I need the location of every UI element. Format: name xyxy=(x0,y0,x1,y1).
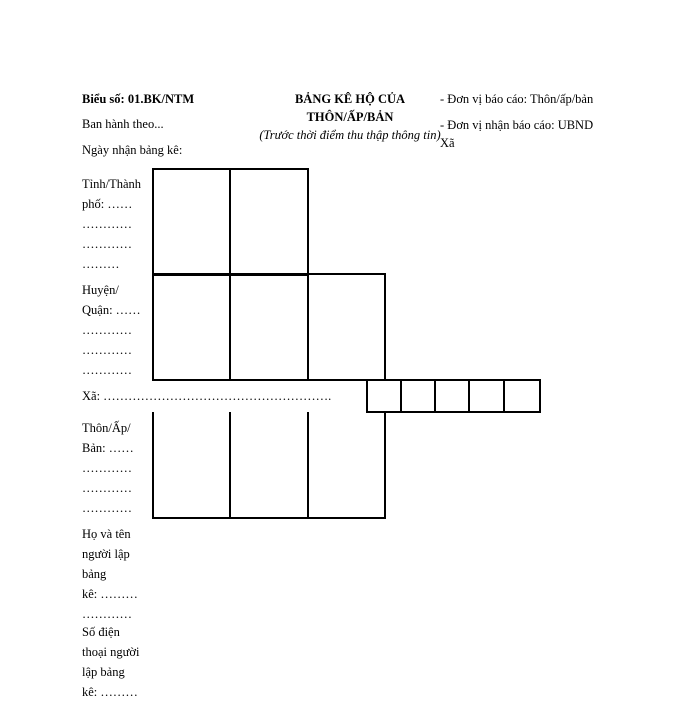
district-label: Huyện/ Quận: …… ………… ………… ………… xyxy=(82,283,141,377)
commune-code-divider-3 xyxy=(468,379,470,413)
village-code-left xyxy=(152,412,154,519)
district-code-boxes[interactable] xyxy=(152,273,386,381)
village-code-divider-1 xyxy=(229,412,231,519)
commune-code-divider-1 xyxy=(400,379,402,413)
village-code-boxes[interactable] xyxy=(152,517,386,519)
receiving-unit: - Đơn vị nhận báo cáo: UBND xyxy=(440,118,594,132)
village-code-right xyxy=(384,412,386,519)
commune-code-divider-2 xyxy=(434,379,436,413)
preparer-name-label: Họ và tên người lập bảng kê: ……… ………… xyxy=(82,527,138,621)
preparer-phone-label: Số điện thoại người lập bảng kê: ……… xyxy=(82,625,140,699)
district-code-divider-2 xyxy=(307,273,309,381)
commune-code-boxes[interactable] xyxy=(366,379,541,413)
subtitle: (Trước thời điểm thu thập thông tin) xyxy=(259,128,441,142)
village-code-divider-2 xyxy=(307,412,309,519)
received-date: Ngày nhận bảng kê: xyxy=(82,143,183,157)
receiving-unit-commune: Xã xyxy=(440,136,455,150)
district-code-divider-1 xyxy=(229,273,231,381)
form-code: Biểu số: 01.BK/NTM xyxy=(82,92,195,106)
province-label: Tỉnh/Thành phố: …… ………… ………… ……… xyxy=(82,177,142,271)
village-label: Thôn/Ấp/ Bản: …… ………… ………… ………… xyxy=(82,421,134,515)
commune-label: Xã: ………………………………………………. xyxy=(82,389,332,403)
province-code-divider xyxy=(229,168,231,276)
issued-by: Ban hành theo... xyxy=(82,117,164,131)
report-unit: - Đơn vị báo cáo: Thôn/ấp/bản xyxy=(440,92,594,106)
commune-code-divider-4 xyxy=(503,379,505,413)
title-line-1: BẢNG KÊ HỘ CỦA xyxy=(294,92,406,106)
title-line-2: THÔN/ẤP/BẢN xyxy=(306,110,394,124)
